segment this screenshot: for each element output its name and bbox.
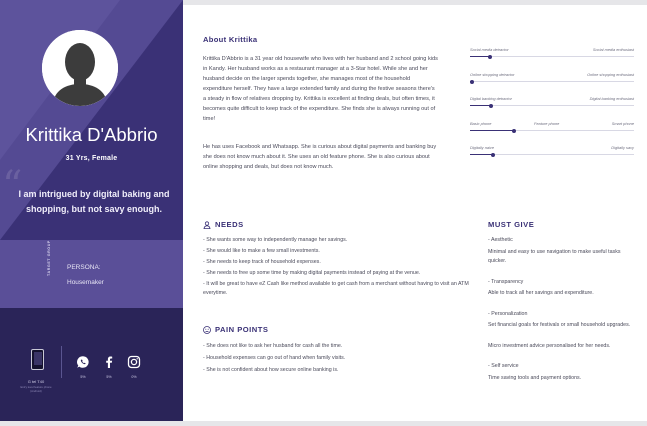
- slider-left-label: Digitally naive: [470, 145, 495, 150]
- persona-name: Krittika D'Abbrio: [25, 124, 158, 145]
- facebook-icon: [102, 355, 116, 369]
- must-give-heading: MUST GIVE: [488, 220, 535, 229]
- trait-slider: [470, 72, 634, 86]
- trait-slider: [470, 96, 634, 110]
- slider-track: [470, 56, 634, 57]
- persona-band: [0, 240, 183, 308]
- bottom-strip: [0, 421, 647, 426]
- instagram-percent: 0%: [131, 375, 137, 379]
- needs-item: - She needs to keep track of household expenses.: [203, 259, 321, 265]
- about-paragraph-2: He has uses Facebook and Whatsapp. She is curious about digital payments and banking buy she does not know much about it. She uses an old feature phone. She is also curious about online shopping and deals, but does not know much.: [203, 144, 437, 170]
- needs-item: - She would like to make a few small investments.: [203, 248, 320, 254]
- slider-right-label: Smart phone: [611, 121, 634, 126]
- must-give-aesthetic: - Aesthetic: [488, 237, 513, 243]
- feature-phone-icon: [31, 349, 44, 370]
- profile-panel: [0, 0, 183, 421]
- divider: [61, 346, 62, 378]
- must-give-line: Micro investment advice personalised for her needs.: [488, 343, 611, 349]
- trait-slider: [470, 121, 634, 135]
- must-give-line: Minimal and easy to use navigation to make useful tasks quicker.: [488, 249, 621, 264]
- slider-left-label: Online shopping detractor: [470, 72, 515, 77]
- slider-left-label: Digital banking detractor: [470, 96, 512, 101]
- avatar: [42, 30, 118, 106]
- trait-slider: [470, 145, 634, 159]
- needs-item: - She needs to free up some time by making digital payments instead of paying at the venue.: [203, 270, 421, 276]
- must-give-line: Time saving tools and payment options.: [488, 375, 582, 381]
- persona-age-gender: 31 Yrs, Female: [65, 155, 118, 162]
- needs-item: - It will be great to have eZ Cash like method available to get cash from a merchant without having to visit an ATM everytime.: [203, 281, 469, 296]
- pain-point-item: - Household expenses can go out of hand when family visits.: [203, 355, 346, 361]
- pain-point-item: - She is not confident about how secure online banking is.: [203, 367, 339, 373]
- slider-left-label: Social media detractor: [470, 47, 509, 52]
- slider-fill: [470, 130, 514, 131]
- facebook-percent: 5%: [106, 375, 112, 379]
- whatsapp-percent: 5%: [80, 375, 86, 379]
- device-social-panel: [0, 308, 183, 421]
- target-group-label: TARGET GROUP: [47, 240, 51, 276]
- slider-handle: [488, 55, 492, 59]
- about-paragraph-1: Krittika D'Abbrio is a 31 year old housewife who lives with her husband and 2 school going kids in Kandy. Her husband works as a restaurant manager at a 3-Star hotel. While she and her husband decide on the larger spends together, she manages most of the household expenditure herself. They have a large extended family and during the festive seasons there's a steady in flow of relatives dropping by. Krittika is excellent at finding deals, but often times, it becomes quite difficult to keep track of the expenditure. She finds she is always running out of time!: [203, 56, 438, 122]
- pain-points-heading: [203, 325, 268, 334]
- slider-handle: [470, 80, 474, 84]
- slider-track: [470, 154, 634, 155]
- slider-right-label: Social media enthusiast: [592, 47, 634, 52]
- slider-right-label: Digital banking enthusiast: [589, 96, 634, 101]
- pain-point-item: - She does not like to ask her husband for cash all the time.: [203, 343, 343, 349]
- slider-track: [470, 105, 634, 106]
- slider-fill: [470, 105, 491, 106]
- user-silhouette-icon: [42, 30, 118, 106]
- quote-icon: “: [2, 163, 23, 209]
- slider-track: [470, 81, 634, 82]
- must-give-personalization: - Personalization: [488, 311, 528, 317]
- instagram-icon: [127, 355, 141, 369]
- slider-track: [470, 130, 634, 131]
- persona-label: PERSONA:: [67, 264, 101, 271]
- persona-value: Housemaker: [67, 279, 104, 286]
- sad-face-icon: [203, 326, 211, 334]
- persona-quote: I am intrigued by digital baking and shopping, but not savy enough.: [18, 189, 170, 214]
- trait-slider: [470, 47, 634, 61]
- needs-title: NEEDS: [215, 220, 244, 229]
- must-give-transparency: - Transparency: [488, 279, 524, 285]
- user-icon: [203, 221, 211, 229]
- slider-handle: [489, 104, 493, 108]
- needs-item: - She wants some way to independently manage her savings.: [203, 237, 348, 243]
- must-give-line: Set financial goals for festivals or small household upgrades.: [488, 322, 631, 328]
- device-subtitle: Entry level feature phone (Android): [20, 385, 52, 393]
- slider-right-label: Online shopping enthusiast: [587, 72, 634, 77]
- slider-fill: [470, 154, 493, 155]
- about-title: About Krittika: [203, 35, 258, 44]
- whatsapp-icon: [76, 355, 90, 369]
- slider-handle: [491, 153, 495, 157]
- must-give-self-service: - Self service: [488, 363, 519, 369]
- must-give-line: Able to track all her savings and expenditure.: [488, 290, 594, 296]
- pain-points-title: PAIN POINTS: [215, 325, 269, 334]
- slider-right-label: Digitally savy: [611, 145, 634, 150]
- slider-handle: [512, 129, 516, 133]
- needs-heading: [203, 220, 244, 229]
- device-name: G tel T40: [27, 379, 45, 384]
- slider-left-label: Basic phone: [470, 121, 492, 126]
- slider-fill: [470, 56, 490, 57]
- slider-mid-label: Feature phone: [534, 121, 560, 126]
